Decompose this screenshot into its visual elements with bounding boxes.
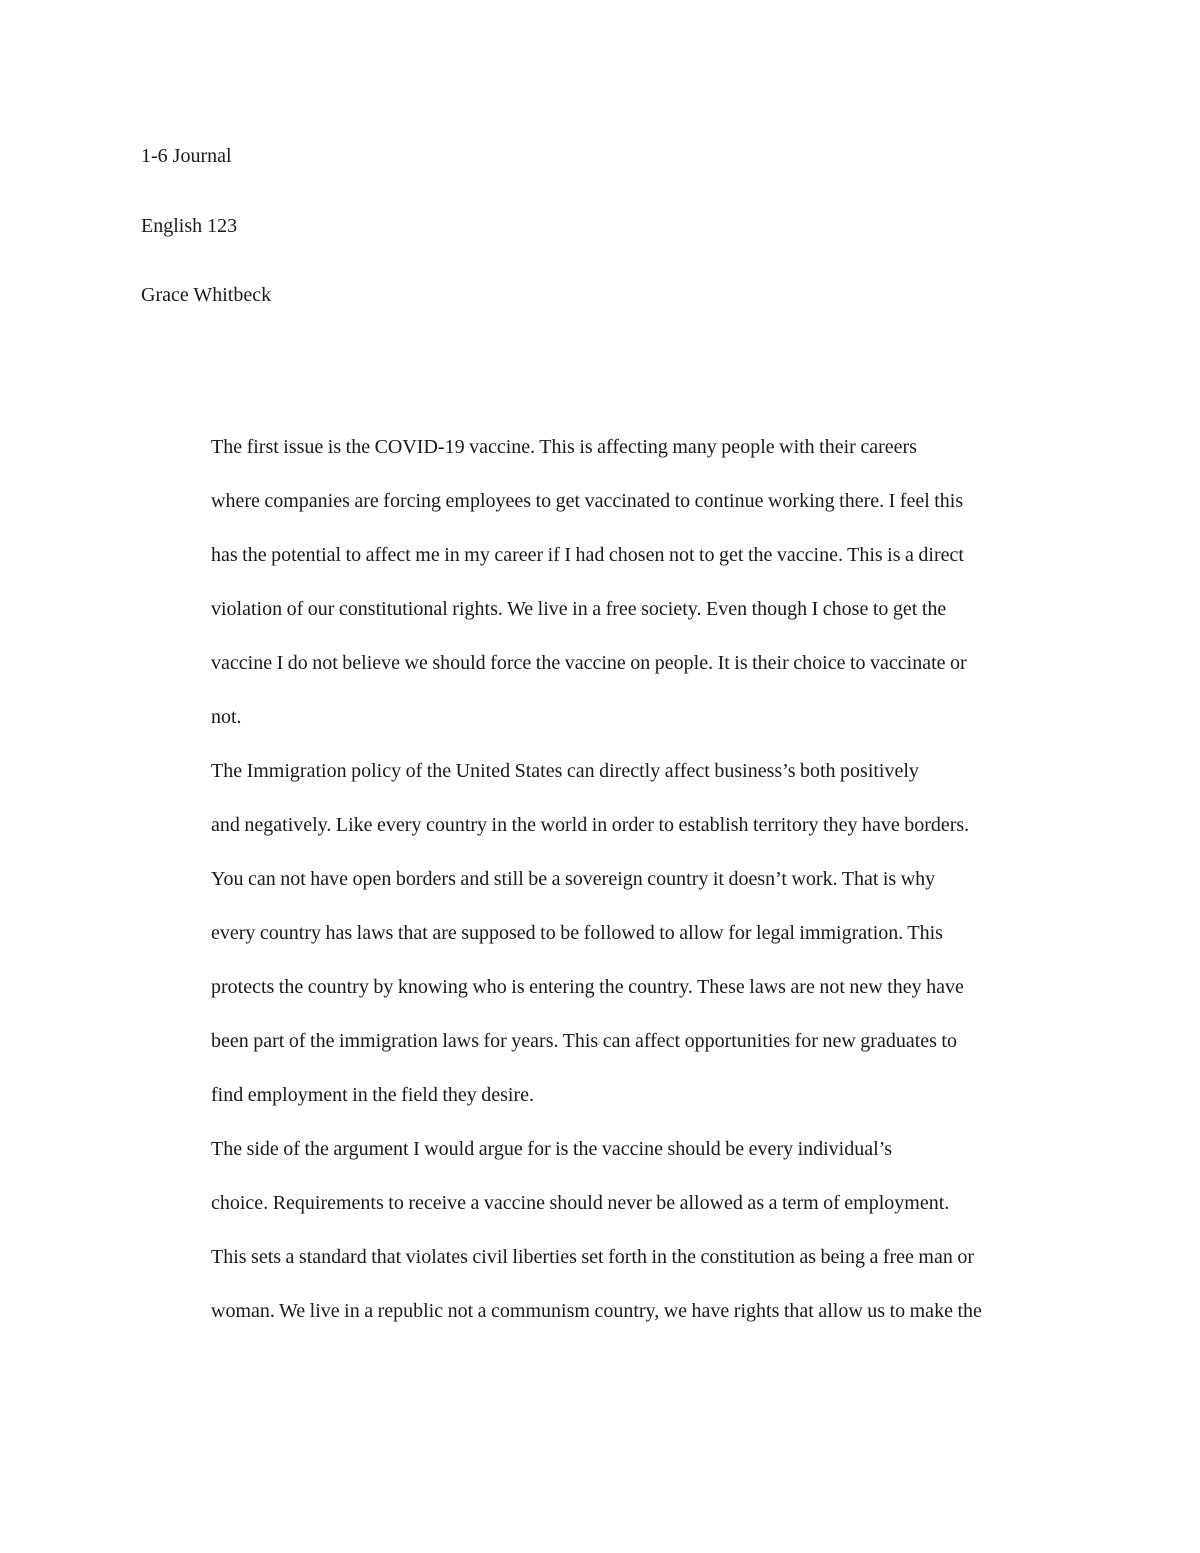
- paragraph-line: The side of the argument I would argue for is the vaccine should be every individual’s: [211, 1138, 893, 1160]
- document-body: [141, 420, 1063, 1338]
- paragraph-covid-vaccine: [141, 420, 1063, 744]
- paragraph-line: This sets a standard that violates civil liberties set forth in the constitution as being a free man or: [211, 1246, 975, 1268]
- course-name: English 123: [141, 215, 238, 237]
- paragraph-line: violation of our constitutional rights. We live in a free society. Even though I chose to get the: [211, 598, 947, 620]
- paragraph-line: The Immigration policy of the United States can directly affect business’s both positively: [211, 760, 919, 782]
- paragraph-line: and negatively. Like every country in the world in order to establish territory they have borders.: [211, 814, 970, 836]
- paragraph-line: been part of the immigration laws for years. This can affect opportunities for new graduates to: [211, 1030, 957, 1052]
- paragraph-line: vaccine I do not believe we should force the vaccine on people. It is their choice to vaccinate or: [211, 652, 967, 674]
- paragraph-argument: [141, 1122, 1063, 1338]
- paragraph-line: choice. Requirements to receive a vaccine should never be allowed as a term of employment.: [211, 1192, 950, 1214]
- paragraph-line: You can not have open borders and still be a sovereign country it doesn’t work. That is why: [211, 868, 936, 890]
- paragraph-line: has the potential to affect me in my career if I had chosen not to get the vaccine. This is a direct: [211, 544, 964, 566]
- paragraph-line: find employment in the field they desire.: [211, 1084, 535, 1106]
- paragraph-immigration-policy: [141, 744, 1063, 1122]
- author-name: Grace Whitbeck: [141, 284, 272, 306]
- paragraph-line: protects the country by knowing who is entering the country. These laws are not new they have: [211, 976, 964, 998]
- paragraph-line: woman. We live in a republic not a communism country, we have rights that allow us to make the: [211, 1300, 982, 1322]
- document-title: 1-6 Journal: [141, 145, 232, 167]
- paragraph-line: where companies are forcing employees to get vaccinated to continue working there. I feel this: [211, 490, 964, 512]
- paragraph-line: The first issue is the COVID-19 vaccine. This is affecting many people with their careers: [211, 436, 917, 458]
- paragraph-line: not.: [211, 706, 242, 728]
- paragraph-line: every country has laws that are supposed to be followed to allow for legal immigration. This: [211, 922, 943, 944]
